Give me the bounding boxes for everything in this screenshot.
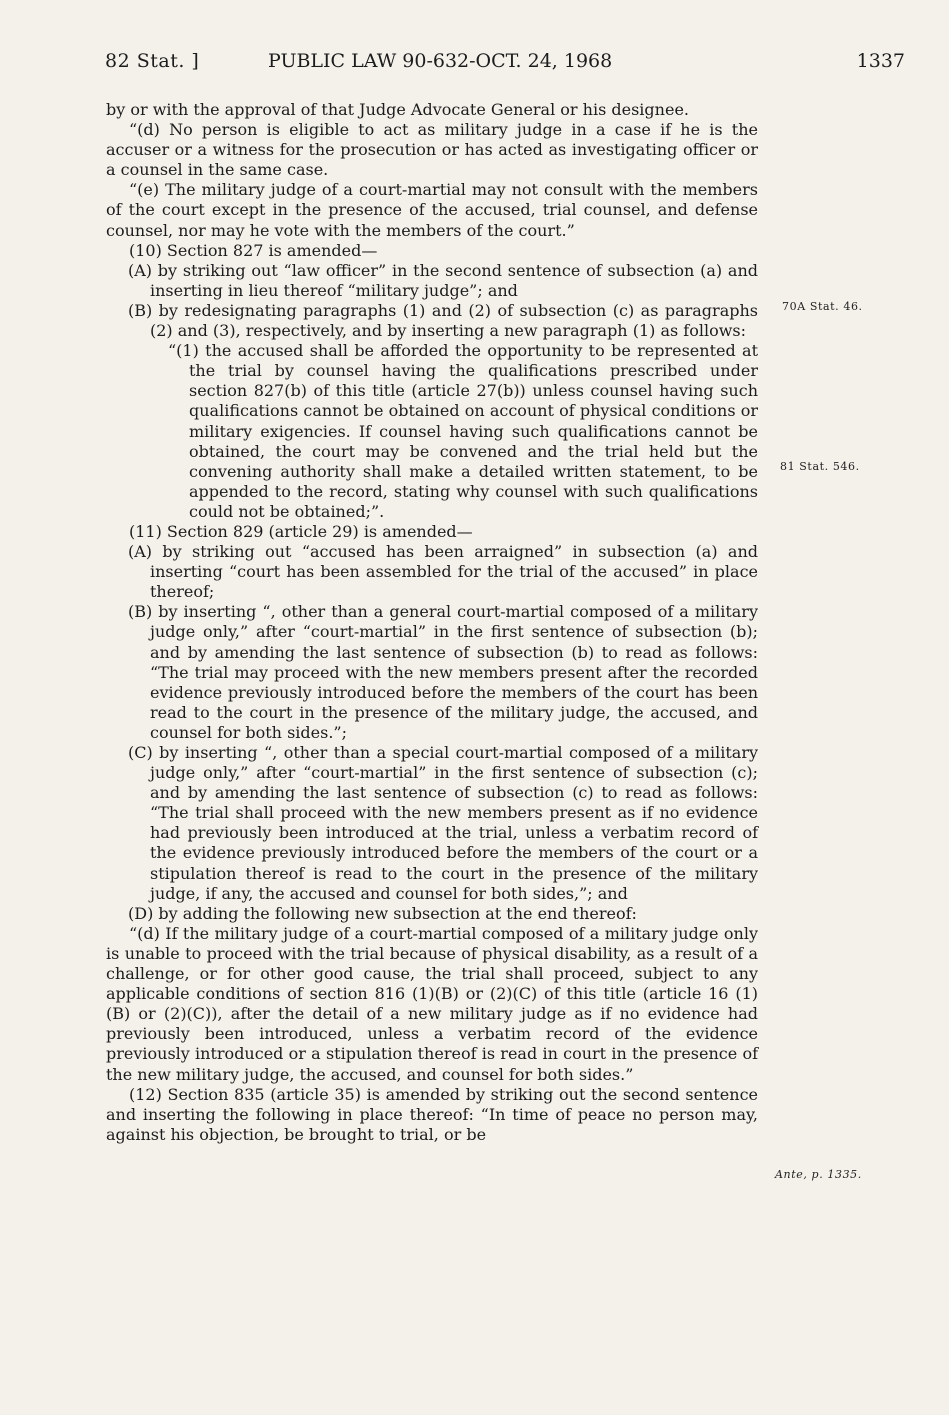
clause-11a: (A) by striking out “accused has been arraigned” in subsection (a) and inserting “court has been assembled for the trial of the accused” in place thereof; — [128, 542, 758, 602]
page-number: 1337 — [856, 50, 905, 72]
clause-11d: (D) by adding the following new subsection at the end thereof: — [128, 903, 637, 923]
page-body — [106, 100, 758, 1145]
margin-note-70a-stat: 70A Stat. 46. — [782, 300, 863, 313]
new-subsection-d: “(d) If the military judge of a court-martial composed of a military judge only is unable to proceed with the trial because of physical disability, as a result of a challenge, or for other good cause, the trial shall proceed, subject to any applicable conditions of section 816 (1)(B) or (2)(C) of this title (article 16 (1)(B) or (2)(C)), after the detail of a new military judge as if no evidence had previously been introduced, unless a verbatim record of the evidence previously introduced or a stipulation thereof is read in court in the presence of the new military judge, the accused, and counsel for both sides.” — [106, 923, 758, 1084]
section-11-heading: (11) Section 829 (article 29) is amended— — [129, 521, 473, 541]
statute-volume: 82 Stat. ] — [105, 50, 200, 72]
subsection-e: “(e) The military judge of a court-martial may not consult with the members of the court except in the presence of the accused, trial counsel, and defense counsel, nor may he vote with the members of the court.” — [106, 180, 758, 240]
page-header — [105, 50, 905, 78]
running-title: PUBLIC LAW 90-632-OCT. 24, 1968 — [268, 50, 613, 72]
margin-note-ante: Ante, p. 1335. — [775, 1168, 862, 1181]
section-12: (12) Section 835 (article 35) is amended by striking out the second sentence and inserting the following in place thereof: “In time of peace no person may, against his objection, be brought to trial, or be — [106, 1084, 758, 1144]
section-10-heading: (10) Section 827 is amended— — [129, 240, 378, 260]
new-paragraph-1: “(1) the accused shall be afforded the opportunity to be represented at the trial by counsel having the qualifications prescribed under section 827(b) of this title (article 27(b)) unless counsel having such qualifications cannot be obtained on account of physical conditions or military exigencies. If counsel having such qualifications cannot be obtained, the court may be convened and the trial held but the convening authority shall make a detailed written statement, to be appended to the record, stating why counsel with such qualifications could not be obtained;”. — [168, 341, 758, 521]
subsection-d: “(d) No person is eligible to act as military judge in a case if he is the accuser or a witness for the prosecution or has acted as investigating officer or a counsel in the same case. — [106, 120, 758, 180]
clause-10b: (B) by redesignating paragraphs (1) and (2) of subsection (c) as paragraphs (2) and (3), respectively, and by inserting a new paragraph (1) as follows: — [128, 300, 758, 341]
clause-11b: (B) by inserting “, other than a general court-martial composed of a military judge only,” after “court-martial” in the first sentence of subsection (b); and by amending the last sentence of subsection (b) to read as follows: “The trial may proceed with the new members present after the recorded evidence previously introduced before the members of the court has been read to the court in the presence of the military judge, the accused, and counsel for both sides.”; — [128, 602, 758, 742]
clause-11c: (C) by inserting “, other than a special court-martial composed of a military judge only,” after “court-martial” in the first sentence of subsection (c); and by amending the last sentence of subsection (c) to read as follows: “The trial shall proceed with the new members present as if no evidence had previously been introduced at the trial, unless a verbatim record of the evidence previously introduced before the members of the court or a stipulation thereof is read to the court in the presence of the military judge, if any, the accused and counsel for both sides,”; and — [128, 743, 758, 903]
margin-note-81-stat: 81 Stat. 546. — [780, 460, 860, 473]
paragraph-continuation: by or with the approval of that Judge Advocate General or his designee. — [106, 100, 689, 119]
clause-10a: (A) by striking out “law officer” in the second sentence of subsection (a) and inserting in lieu thereof “military judge”; and — [128, 260, 758, 300]
